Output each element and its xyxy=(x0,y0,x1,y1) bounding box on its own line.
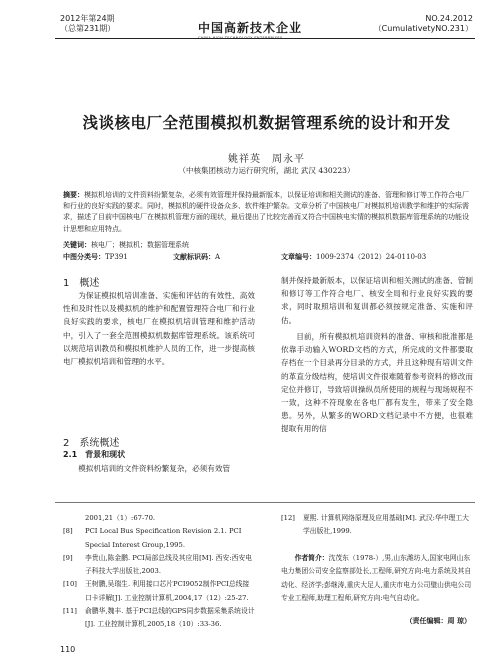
document-code xyxy=(173,252,220,262)
reference-item xyxy=(281,512,473,539)
keywords-text: 核电厂；模拟机；数据管理系统 xyxy=(91,241,189,249)
reference-number: [9] xyxy=(63,553,73,562)
reference-text: 李贵山,陈金鹏. PCI局部总线及其应用[M]. 西安:西安电子科技大学出版社,2003. xyxy=(85,553,252,576)
issue-line-2: （总第231期） xyxy=(60,24,116,33)
issue-number xyxy=(374,14,473,34)
section-2-1-paragraph: 模拟机培训的文件资料纷繁复杂，必须有效管 xyxy=(78,464,231,473)
right-paragraph-2: 目前，所有模拟机培训资料的准备、审核和批准都是依靠手动输入WORD文档的方式，所完成的文件都要取存档在一个目录再分目录的方式，并且这种现有培训文件的革直分级结构，使培训文件很难随着参考资料的修改而定位并修订，导致培训操纵员所使用的规程与现场规程不一致，这种不符现象在各电厂都有发生，带来了安全隐患。另外，从繁多的WORD文档记录中不方便，也很难提取有用的信 xyxy=(281,332,473,434)
article-no-label: 文章编号： xyxy=(281,252,316,261)
abstract-label: 摘要： xyxy=(63,190,84,199)
doc-code-value: A xyxy=(215,253,221,261)
reference-text: 王树鹏,吴瑞生. 利用接口芯片PCI9052制作PCI总线接口卡详解[J]. 工业控制计算机,2004,17（12）:25-27. xyxy=(85,580,250,602)
reference-text: 2001,21（1）:67-70. xyxy=(85,514,156,522)
clc-code xyxy=(63,252,128,262)
clc-value: TP391 xyxy=(105,253,128,261)
section-divider xyxy=(55,502,475,503)
section-2-1-title: 2.1 背景和现状 xyxy=(63,450,126,459)
references-right xyxy=(281,512,473,539)
reference-number: [11] xyxy=(63,607,77,616)
reference-text: 俞鹏华,魏丰. 基于PCI总线的GPS同步数据采集系统设计[J]. 工业控制计算机,2005,18（10）:33-36. xyxy=(85,607,255,629)
reference-number: [10] xyxy=(63,580,77,589)
author-bio-label: 作者简介： xyxy=(294,554,329,562)
reference-number: [8] xyxy=(63,527,73,536)
reference-number xyxy=(63,512,85,525)
issue-no-line-2: （CumulativetyNO.231） xyxy=(373,24,473,33)
abstract-text: 模拟机培训的文件资料纷繁复杂，必须有效管理并保持最新版本，以保证培训和相关测试的准备、管理和修订等工作符合电厂和行业的良好实践的要求。同时，模拟机的硬件设备众多、软件维护繁杂。文章分析了中国核电厂对模拟机培训教学和维护的实际需求，描述了目前中国核电厂在模拟机管理方面的现状，最后提出了比较完善而又符合中国核电实情的模拟机数据库管理系统的功能设计思想和应用特点。 xyxy=(63,191,469,233)
reference-item xyxy=(63,605,255,632)
section-2-title: 2 系统概述 xyxy=(63,438,120,449)
journal-name xyxy=(198,19,302,40)
reference-text: PCI Local Bus Specification Revision 2.1. PCI Special Interest Group,1995. xyxy=(85,527,242,549)
article-no-value: 1009-2374（2012）24-0110-03 xyxy=(316,253,427,261)
reference-item xyxy=(63,578,255,605)
journal-title-en: CHINA HIGH TECHNOLOGY ENTERPRISES xyxy=(198,36,283,40)
reference-text: 夏熙. 计算机网络原理及应用基础[M]. 武汉:华中理工大学出版社,1999. xyxy=(303,514,469,536)
issue-line-1: 2012年第24期 xyxy=(60,14,115,23)
references-left xyxy=(63,512,255,632)
keywords xyxy=(63,240,189,250)
keywords-label: 关键词： xyxy=(63,240,91,249)
reference-number: [12] xyxy=(281,514,295,522)
reference-item xyxy=(63,525,255,552)
section-1-title: 1 概述 xyxy=(63,278,100,289)
issue-info xyxy=(60,14,115,34)
section-1-paragraph: 为保证模拟机培训准备、实施和评估的有效性、高效性和及时性以及模拟机的维护和配置管理符合电厂和行业良好实践的要求，核电厂在模拟机培训管理和维护活动中，引入了一套全范围模拟机数据库管理系统。该系统可以规范培训教员和模拟机维护人员的工作，进一步提高核电厂模拟机培训和管理的水平。 xyxy=(63,291,255,367)
author-bio xyxy=(281,552,473,605)
author-bio-text: 沈茂东（1978-）,男,山东潍坊人,国家电网山东电力集团公司安全监察部处长,工程师,研究方向:电力系统及其自动化、经济学;彭继涛,重庆大足人,重庆市电力公司璧山供电公司专业工程师,助理工程师,研究方向:电气自动化。 xyxy=(281,554,472,602)
article-title: 浅谈核电厂全范围模拟机数据管理系统的设计和开发 xyxy=(82,113,451,132)
abstract xyxy=(63,189,473,235)
reference-item xyxy=(63,552,255,579)
article-affiliation: （中核集团核动力运行研究所，湖北 武汉 430223） xyxy=(178,166,355,175)
doc-code-label: 文献标识码： xyxy=(173,252,215,261)
issue-no-line-1: NO.24.2012 xyxy=(425,14,473,23)
header-rule xyxy=(55,38,475,39)
clc-label: 中图分类号： xyxy=(63,252,105,261)
page-number: 110 xyxy=(60,645,76,654)
article-number xyxy=(281,252,426,262)
right-paragraph-1: 制并保持最新版本，以保证培训和相关测试的准备、管制和修订等工作符合电厂、核安全局和行业良好实践的要求，同时取照培训和复训都必须按规定准备、实施和评估。 xyxy=(281,276,473,325)
editor-note: （责任编辑：周 琼） xyxy=(405,616,471,625)
article-authors: 姚祥英 周永平 xyxy=(228,154,305,165)
journal-title: 中国高新技术企业 xyxy=(198,21,303,35)
reference-item xyxy=(63,512,255,525)
